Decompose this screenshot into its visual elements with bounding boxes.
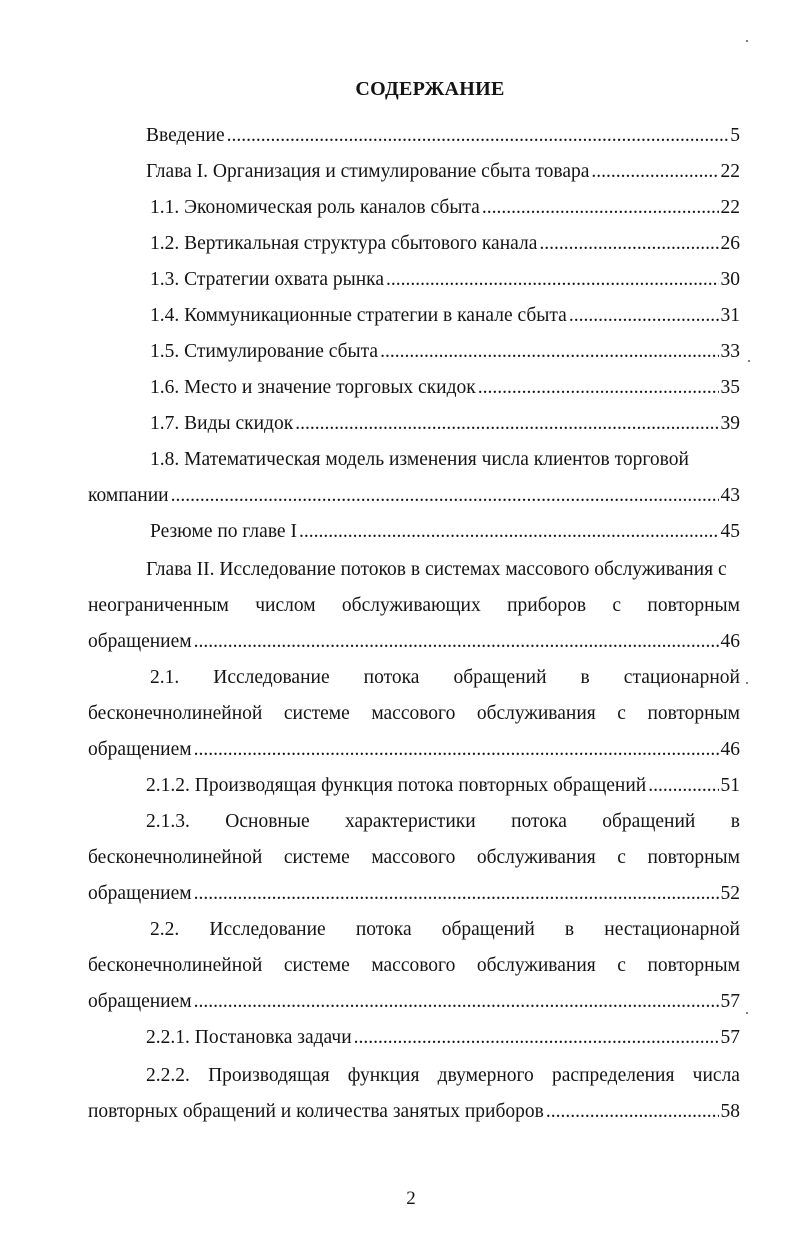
toc-entry-1-8-line1 [150, 448, 740, 472]
toc-leader-dots [648, 774, 718, 798]
toc-entry-1-6 [150, 376, 740, 400]
toc-entry-2-1-3-line3 [88, 882, 740, 906]
toc-word: массового [371, 703, 456, 724]
toc-word: с [617, 955, 626, 976]
toc-entry-2-1-3-line1 [146, 810, 740, 834]
toc-word: распределения [552, 1065, 675, 1086]
toc-word: повторным [647, 595, 740, 616]
toc-entry-text: 2.1.2. Производящая функция потока повторных обращений [146, 775, 647, 796]
toc-entry-text: 1.6. Место и значение торговых скидок [150, 377, 476, 398]
toc-word: повторным [647, 847, 740, 868]
toc-leader-dots [227, 124, 729, 148]
toc-leader-dots [354, 1026, 719, 1050]
toc-entry-chapter-1 [146, 160, 740, 184]
toc-word: в [580, 667, 590, 688]
toc-entry-text: 1.7. Виды скидок [150, 413, 294, 434]
toc-page-number: 46 [720, 739, 740, 760]
toc-entry-chapter-2-line1 [146, 558, 740, 582]
toc-word: потока [363, 667, 420, 688]
toc-entry-2-1-3-line2 [88, 846, 740, 870]
toc-entry-text: Глава I. Организация и стимулирование сбыта товара [146, 161, 590, 182]
toc-word: повторным [647, 703, 740, 724]
toc-leader-dots [295, 412, 718, 436]
toc-entry-2-1-2 [146, 774, 740, 798]
toc-entry-text: Резюме по главе I [150, 521, 297, 542]
toc-leader-dots [591, 160, 718, 184]
toc-word: неограниченным [88, 595, 229, 616]
toc-word: повторным [647, 955, 740, 976]
toc-leader-dots [386, 268, 719, 292]
toc-page-number: 43 [720, 485, 740, 506]
toc-leader-dots [194, 738, 719, 762]
toc-word: стационарной [623, 667, 740, 688]
toc-leader-dots [569, 304, 719, 328]
toc-entry-text: 1.2. Вертикальная структура сбытового канала [150, 233, 538, 254]
toc-entry-2-1-line1 [150, 666, 740, 690]
toc-word: бесконечнолинейной [88, 703, 263, 724]
toc-entry-text-cont: обращением [88, 631, 192, 652]
toc-word: массового [371, 955, 456, 976]
scan-speck [746, 682, 748, 684]
toc-entry-text-cont: обращением [88, 883, 192, 904]
toc-word: бесконечнолинейной [88, 847, 263, 868]
toc-word: нестационарной [604, 919, 740, 940]
toc-entry-2-2-2-line2 [88, 1100, 740, 1124]
toc-page-number: 57 [720, 991, 740, 1012]
toc-entry-2-1-line3 [88, 738, 740, 762]
toc-word: обслуживания [476, 703, 596, 724]
toc-entry-1-5 [150, 340, 740, 364]
toc-entry-introduction [146, 124, 740, 148]
toc-page-number: 45 [720, 521, 740, 542]
toc-leader-dots [194, 630, 719, 654]
toc-word: 2.1. [150, 667, 180, 688]
toc-entry-2-2-line1 [150, 918, 740, 942]
toc-page-number: 31 [720, 305, 740, 326]
toc-entry-2-2-2-line1 [146, 1064, 740, 1088]
toc-entry-text: 1.3. Стратегии охвата рынка [150, 269, 384, 290]
toc-word: массового [371, 847, 456, 868]
toc-word: обращений [602, 811, 696, 832]
toc-entry-1-1 [150, 196, 740, 220]
toc-leader-dots [299, 520, 719, 544]
toc-word: 2.1.3. [146, 811, 190, 832]
toc-entry-text: 1.1. Экономическая роль каналов сбыта [150, 197, 480, 218]
toc-page-number: 33 [720, 341, 740, 362]
toc-page-number: 46 [720, 631, 740, 652]
toc-word: приборов [507, 595, 587, 616]
toc-word: с [617, 703, 626, 724]
toc-word: в [564, 919, 575, 940]
toc-entry-text: 1.5. Стимулирование сбыта [150, 341, 379, 362]
toc-word: числа [692, 1065, 740, 1086]
toc-word: в [730, 811, 740, 832]
toc-word: обслуживающих [341, 595, 481, 616]
toc-page-number: 22 [720, 161, 740, 182]
toc-word: числом [255, 595, 316, 616]
toc-page-number: 26 [720, 233, 740, 254]
toc-word: Основные [225, 811, 310, 832]
toc-page-number: 35 [720, 377, 740, 398]
toc-word: бесконечнолинейной [88, 955, 263, 976]
toc-word: с [612, 595, 622, 616]
toc-word: обращений [441, 919, 535, 940]
toc-entry-text-cont: обращением [88, 991, 192, 1012]
toc-leader-dots [482, 196, 719, 220]
toc-leader-dots [194, 882, 719, 906]
page-number: 2 [406, 1188, 416, 1209]
toc-word: обращений [453, 667, 547, 688]
scan-speck [746, 1012, 748, 1014]
toc-word: функция [347, 1065, 420, 1086]
toc-page-number: 51 [720, 775, 740, 796]
toc-page-number: 5 [730, 125, 740, 146]
toc-entry-text: Введение [146, 125, 225, 146]
page-title: СОДЕРЖАНИЕ [355, 78, 505, 100]
toc-entry-2-2-1 [146, 1026, 740, 1050]
scan-speck [746, 40, 748, 42]
toc-page-number: 39 [720, 413, 740, 434]
toc-entry-2-1-line2 [88, 702, 740, 726]
toc-entry-1-4 [150, 304, 740, 328]
toc-page-number: 52 [720, 883, 740, 904]
toc-leader-dots [546, 1100, 719, 1124]
toc-entry-1-3 [150, 268, 740, 292]
toc-word: Исследование [209, 919, 326, 940]
toc-leader-dots [194, 990, 719, 1014]
toc-word: Производящая [208, 1065, 330, 1086]
toc-entry-chapter-2-line3 [88, 630, 740, 654]
toc-word: системе [283, 847, 350, 868]
toc-entry-text-cont: повторных обращений и количества занятых приборов [88, 1101, 544, 1122]
toc-entry-1-8-line2 [88, 484, 740, 508]
toc-entry-chapter-2-line2 [88, 594, 740, 618]
toc-entry-1-2 [150, 232, 740, 256]
toc-word: обслуживания [476, 955, 596, 976]
scan-speck [748, 360, 750, 362]
toc-page-number: 22 [720, 197, 740, 218]
toc-word: с [617, 847, 626, 868]
toc-entry-text: 1.8. Математическая модель изменения числа клиентов торговой [150, 449, 689, 470]
toc-entry-text-cont: обращением [88, 739, 192, 760]
toc-entry-text-cont: компании [88, 485, 169, 506]
toc-page-number: 30 [720, 269, 740, 290]
toc-word: системе [283, 955, 350, 976]
toc-word: потока [355, 919, 412, 940]
toc-entry-1-7 [150, 412, 740, 436]
toc-leader-dots [171, 484, 719, 508]
toc-word: системе [283, 703, 350, 724]
toc-entry-text: 2.2.1. Постановка задачи [146, 1027, 352, 1048]
toc-entry-text: Глава II. Исследование потоков в системах массового обслуживания с [146, 559, 727, 580]
toc-word: характеристики [345, 811, 476, 832]
toc-word: 2.2. [150, 919, 180, 940]
toc-word: двумерного [437, 1065, 534, 1086]
toc-word: обслуживания [476, 847, 596, 868]
toc-entry-summary-1 [150, 520, 740, 544]
toc-leader-dots [380, 340, 718, 364]
toc-entry-2-2-line3 [88, 990, 740, 1014]
toc-leader-dots [478, 376, 719, 400]
toc-entry-2-2-line2 [88, 954, 740, 978]
toc-leader-dots [539, 232, 718, 256]
toc-word: потока [511, 811, 567, 832]
toc-page-number: 58 [720, 1101, 740, 1122]
toc-page-number: 57 [720, 1027, 740, 1048]
toc-word: Исследование [213, 667, 330, 688]
toc-entry-text: 1.4. Коммуникационные стратегии в канале сбыта [150, 305, 567, 326]
toc-word: 2.2.2. [146, 1065, 190, 1086]
